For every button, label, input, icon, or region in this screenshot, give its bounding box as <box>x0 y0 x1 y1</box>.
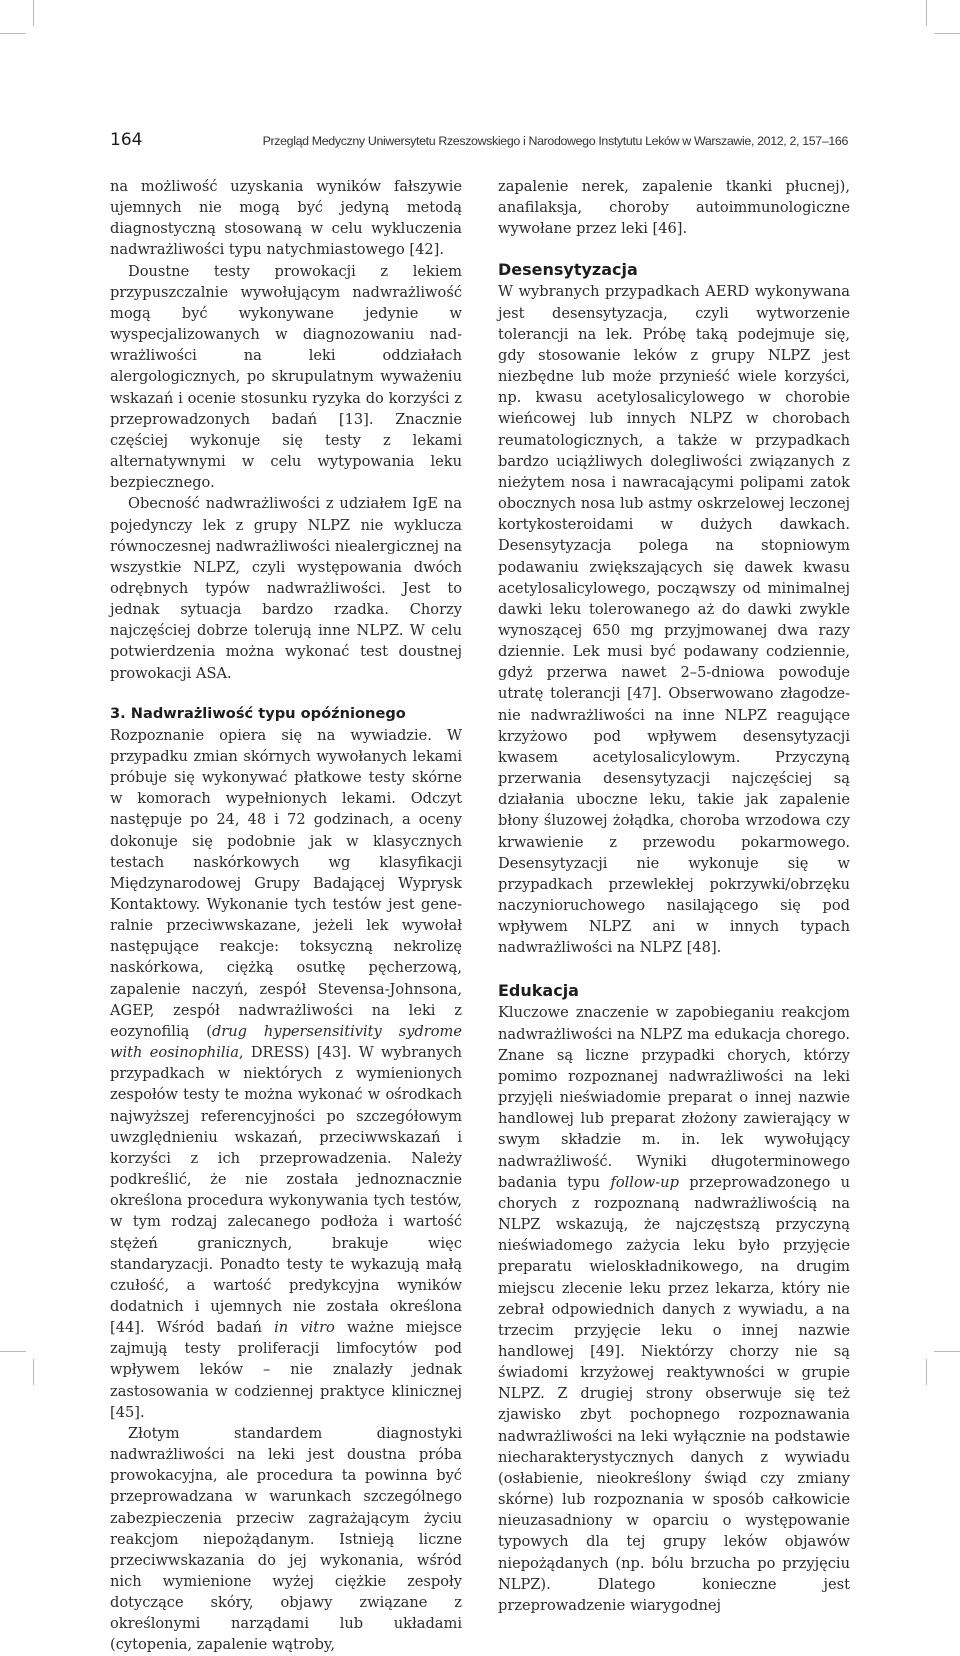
right-column <box>498 176 850 1616</box>
crop-mark <box>0 33 26 34</box>
paragraph <box>110 725 462 1423</box>
paragraph-text: przeprowadzonego u chorych z rozpoznaną nadwrażliwością na NLPZ wskazują, że najczęstszą przyczyną nieświadomego zażycia leku było przyjęcie preparatu wieloskładnikowego, na drugim miejscu zlecenie leku przez lekarza, który nie zebrał odpowiednich danych z wywiadu, a na trzecim przyjęcie leku o innej nazwie handlowej [49]. Niektórzy chorzy nie są świadomi krzyżowej reaktywności w grupie NLPZ. Z drugiej strony obserwuje się też zjawisko zbyt pochopnego rozpoznawania nadwrażliwości na leki wyłącznie na podstawie niecharakterystycznych danych z wywiadu (osłabienie, nieokreślony świąd czy zmiany skórne) lub rozpoznania w sposób całkowicie nieuzasadniony w oparciu o występowanie typowych dla tej grupy leków objawów niepożądanych (np. bólu brzucha po przyjęciu NLPZ). Dlatego konieczne jest przeprowadzenie wiarygodnej <box>498 1173 850 1614</box>
crop-mark <box>33 0 34 26</box>
crop-mark <box>926 0 927 26</box>
paragraph-text: ważne miejsce zajmują testy proliferacji limfocytów pod wpływem leków – nie znalazły jednak zastosowania w codziennej praktyce klinicznej [45]. <box>110 1319 462 1421</box>
paragraph: na możliwość uzyskania wyników fałszywie ujemnych nie mogą być jedyną metodą diagnostyczną stosowaną w celu wykluczenia nadwrażliwości typu natychmiastowego [42]. <box>110 178 462 259</box>
paragraph <box>498 1002 850 1616</box>
running-header <box>110 130 848 158</box>
crop-mark <box>33 1359 34 1385</box>
italic-term: follow-up <box>610 1173 679 1191</box>
paragraph-text: Rozpoznanie opiera się na wywiadzie. W przypadku zmian skórnych wywołanych lekami próbuje się wykonywać płatkowe testy skórne w komorach wypełnionych lekami. Odczyt następuje po 24, 48 i 72 godzinach, a oceny dokonuje się podobnie jak w klasycznych testach naskórkowych wg klasyfikacji Międzynarodowej Grupy Badającej Wyprysk Kontaktowy. Wykonanie tych testów jest generalnie przeciwwskazane, jeżeli lek wywołał następujące reakcje: toksyczną nekrolizę naskórkowa, ciężką osutkę pęcherzową, zapalenie naczyń, zespół Stevensa-Johnsona, AGEP, zespół nadwrażliwości na leki z eozynofilią ( <box>110 726 462 1040</box>
paragraph-text: Kluczowe znaczenie w zapobieganiu reakcjom nadwrażliwości na NLPZ ma edukacja chorego. Znane są liczne przypadki chorych, którzy pomimo rozpoznanej nadwrażliwości na leki przyjęli nieświadomie preparat o innej nazwie handlowej lub preparat złożony zawierający w swym składzie m. in. lek wywołujący nadwrażliwość. Wyniki długoterminowego badania typu <box>498 1004 850 1191</box>
journal-citation: Przegląd Medyczny Uniwersytetu Rzeszowskiego i Narodowego Instytutu Leków w Warszawie, 2012, 2, 157–166 <box>262 134 848 148</box>
paragraph: W wybranych przypadkach AERD wykonywana jest desensytyzacja, czyli wytworzenie tolerancji na lek. Próbę taką podejmuje się, gdy stosowanie leków z grupy NLPZ jest niezbędne lub może przynieść wiele korzyści, np. kwasu acetylosalicylowego w chorobie wieńcowej lub innych NLPZ w chorobach reumatologicznych, a także w przypadkach bardzo uciążliwych dolegliwości związanych z nieżytem nosa i nawracającymi polipami zatok obocznych nosa lub astmy oskrzelowej leczonej kortykosteroidami w dużych dawkach. Desensytyzacja polega na stopniowym podawaniu zwiększających się dawek kwasu acetylosalicylowego, począwszy od minimalnej dawki leku tolerowanego aż do dawki zwykle wynoszącej 650 mg przyjmowanej dwa razy dziennie. Lek musi być podawany codziennie, gdyż przerwa nawet 2–5-dniowa powoduje utratę tolerancji [47]. Obserwowano złagodzenie nadwrażliwości na inne NLPZ reagujące krzyżowo pod wpływem desensytyzacji kwasem acetylosalicylowym. Przyczyną przerwania desensytyzacji najczęściej są działania uboczne leku, takie jak zapalenie błony śluzowej żołądka, choroba wrzodowa czy krwawienie z przewodu pokarmowego. Desensytyzacji nie wykonuje się w przypadkach przewlekłej pokrzywki/obrzęku naczynioruchowego nasilającego się pod wpływem NLPZ ani w innych typach nadwrażliwości na NLPZ [48]. <box>498 283 850 957</box>
paragraph: zapalenie nerek, zapalenie tkanki płucnej), anafilaksja, choroby autoimmunologiczne wywołane przez leki [46]. <box>498 178 850 238</box>
paragraph: Doustne testy prowokacji z lekiem przypuszczalnie wywołującym nadwrażliwość mogą być wykonywane jedynie w wyspecjalizowanych w diagnozowaniu nadwrażliwości na leki oddziałach alergologicznych, po skrupulatnym wyważeniu wskazań i ocenie stosunku ryzyka do korzyści z przeprowadzonych badań [13]. Znacznie częściej wykonuje się testy z lekami alternatywnymi w celu wytypowania leku bezpiecznego. <box>110 262 462 492</box>
crop-mark <box>934 33 960 34</box>
crop-mark <box>926 1359 927 1385</box>
crop-mark <box>0 1351 26 1352</box>
paragraph-text: , DRESS) [43]. W wybranych przypadkach w niektórych z wymienionych zespołów testy te można wykonać w ośrodkach najwyższej referencyjności po szczegółowym uwzględnieniu wskazań, przeciwwskazań i korzyści z ich przeprowadzenia. Należy podkreślić, że nie została jednoznacznie określona procedura wykonywania tych testów, w tym rodzaj zalecanego podłoża i wartość stężeń granicznych, brakuje więc standaryzacji. Ponadto testy te wykazują małą czułość, a wartość predykcyjna wyników dodatnich i ujemnych nie została określona [44]. Wśród badań <box>110 1044 462 1337</box>
section-heading: Desensytyzacja <box>498 260 638 280</box>
crop-mark <box>934 1351 960 1352</box>
italic-term: in vitro <box>274 1319 335 1337</box>
section-heading: 3. Nadwrażliwość typu opóźnionego <box>110 704 406 722</box>
paragraph: Obecność nadwrażliwości z udziałem IgE na pojedynczy lek z grupy NLPZ nie wyklucza równoczesnej nadwrażliwości niealergicznej na wszystkie NLPZ, czyli występowania dwóch odrębnych typów nadwrażliwości. Jest to jednak sytuacja bardzo rzadka. Chorzy najczęściej dobrze tolerują inne NLPZ. W celu potwierdzenia można wykonać test doustnej prowokacji ASA. <box>110 495 462 682</box>
paragraph: Złotym standardem diagnostyki nadwrażliwości na leki jest doustna próba prowokacyjna, ale procedura ta powinna być przeprowadzana w warunkach szczególnego zabezpieczenia przeciw zagrażającym życiu reakcjom niepożądanym. Istnieją liczne przeciwwskazania do jej wykonania, wśród nich wymienione wyżej ciężkie zespoły dotyczące skóry, objawy związane z określonymi narządami lub układami (cytopenia, zapalenie wątroby, <box>110 1424 462 1654</box>
italic-term: drug hypersensitivity sydrome with eosinophilia <box>110 1022 462 1062</box>
left-column <box>110 176 462 1656</box>
section-heading: Edukacja <box>498 981 579 1001</box>
page-number: 164 <box>110 130 143 150</box>
